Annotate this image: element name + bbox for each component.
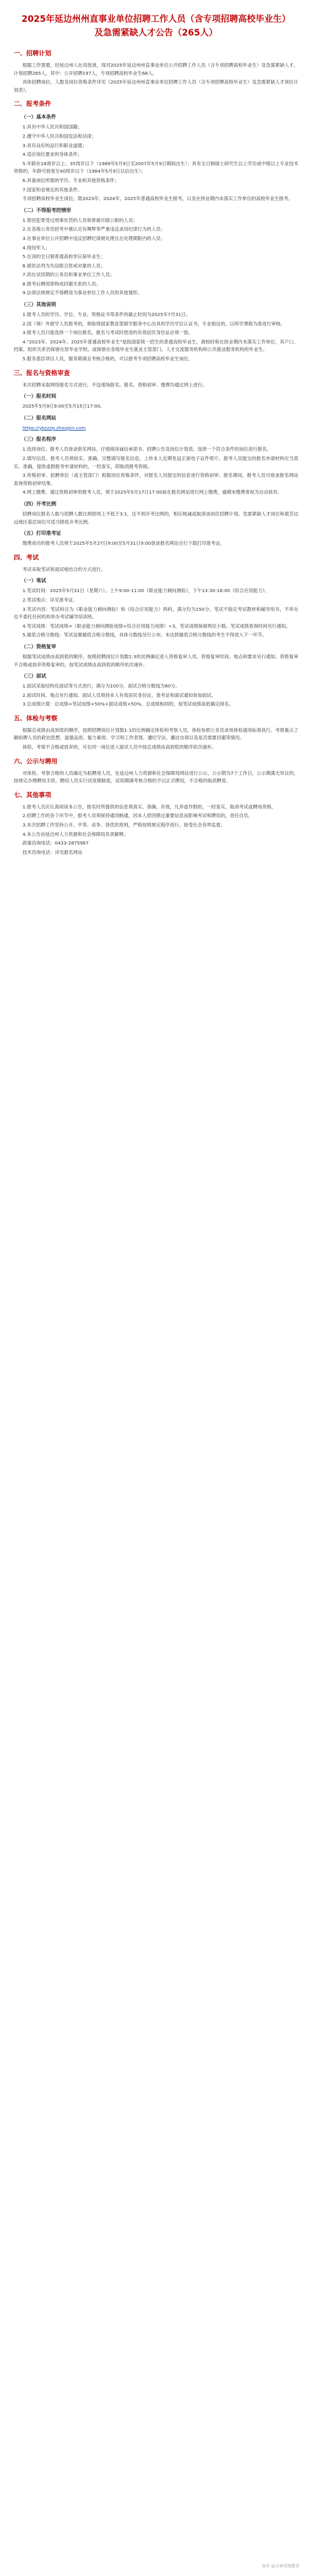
paragraph: 1.面试采取结构化面试等方式进行，满分为100分，面试合格分数线为60分。 [22, 683, 180, 689]
paragraph: 1.报考人员的学历、学位、专业、资格证书等条件的截止时间为2025年7月31日。 [22, 312, 191, 318]
link-paragraph [14, 424, 298, 433]
paragraph: 5.在读的全日制普通高校非应届毕业生； [22, 254, 105, 260]
paragraph: 1.报考人员应认真阅读本公告，报名时所提供的信息须真实、准确、有效，凡弄虚作假的，一经查实，取消考试或聘用资格。 [22, 803, 276, 810]
page-title: 2025年延边州州直事业单位招聘工作人员（含专项招聘高校毕业生）及急需紧缺人才公告（265人） [21, 14, 291, 38]
paragraph: 3.具有良好的品行和职业道德； [22, 142, 87, 148]
paragraph: 2.遵守中华人民共和国宪法和法律； [22, 133, 96, 139]
section-heading: 四、考试 [14, 554, 39, 562]
paragraph: 2.国（境）外留学人员报考的，须取得国家教育部留学服务中心出具的学历学位认证书，专业相近的，以所学课程为准进行审核。 [22, 320, 285, 327]
announcement-body [14, 49, 298, 856]
paragraph: 6.被依法列为失信联合惩戒对象的人员； [22, 262, 105, 269]
paragraph: 政策咨询电话：0433-2875967 [22, 840, 89, 846]
paragraph: 6.具备岗位所需的学历、专业和其他资格条件； [22, 177, 119, 183]
paragraph: 3.总成绩计算：总成绩=笔试成绩×50%+面试成绩×50%。总成绩相同的，按笔试成绩高低确定排名。 [22, 701, 234, 707]
section-heading: 一、招聘计划 [14, 50, 51, 57]
subsection-heading: （一）报名时间 [21, 393, 56, 400]
paragraph: 3.在事业单位公开招聘中违反招聘纪律被处理且在处理期限内的人员； [22, 235, 165, 241]
paragraph: 2.面试时间、地点另行通知。面试人员须持本人有效居民身份证、准考证和面试通知参加面试。 [22, 692, 217, 698]
paragraph: 8.报考后聘用即构成回避关系的人员； [22, 280, 101, 287]
paragraph: 1.曾因犯罪受过刑事处罚的人员和曾被开除公职的人员； [22, 217, 138, 223]
paragraph: 2.招聘工作的各个环节中，报考人员须保持通讯畅通，因本人原因错过重要信息而影响考试和聘用的，责任自负。 [22, 813, 253, 819]
subsection-heading: （一）笔试 [21, 578, 46, 584]
subsection-heading: （三）报名程序 [21, 436, 56, 443]
paragraph: 1.选择岗位。报考人员登录报名网站，仔细阅读诚信承诺书、招聘公告及岗位计划表，选择一个符合条件的岗位进行报名。 [22, 446, 271, 452]
subsection-heading: （二）资格复审 [21, 643, 56, 649]
paragraph: 1.笔试时间：2025年5月31日（星期六）。上午9:00-11:00《职业能力倾向测验》，下午13:30-16:00《综合应用能力》。 [22, 588, 270, 594]
paragraph: 7.国家和省规定的其他条件。 [22, 186, 82, 193]
paragraph: 4.本公告由延边州人力资源和社会保障局负责解释。 [22, 831, 129, 837]
paragraph: 根据工作需要，经延边州人社局批准，现对2025年延边州州直事业单位公开招聘工作人员（含专项招聘高校毕业生）及急需紧缺人才，计划招聘265人，其中：公开招聘197人，专项招聘高校毕业生68人。 [14, 62, 298, 76]
paragraph: 2.在各级公务员招考中被认定有舞弊等严重违反录用纪律行为的人员； [22, 226, 165, 232]
paragraph: 招聘岗位报名人数与招聘人数比例原则上不低于3:1，达不到开考比例的，相应核减或取消该岗位招聘计划。急需紧缺人才岗位和艰苦边远地区基层岗位可适当降低开考比例。 [14, 510, 298, 525]
paragraph: 4.适应岗位要求的身体条件； [22, 151, 82, 158]
paragraph: 根据笔试成绩由高到低的顺序，按照招聘岗位计划数1:3的比例确定进入资格复审人员。资格复审时间、地点和要求另行通知。资格复审不合格或放弃资格复审的，按笔试成绩由高到低的顺序依次递补。 [14, 653, 298, 668]
paragraph: 1.具有中华人民共和国国籍； [22, 124, 82, 130]
paragraph: 5.年龄在18周岁以上、35周岁以下（1989年5月9日至2007年5月9日期间出生）；具有全日制硕士研究生以上学历或中级以上专业技术资格的，年龄可放宽至40周岁以下（1984年5月9日以后出生）； [14, 160, 298, 175]
paragraph: 3.笔试内容：笔试科目为《职业能力倾向测验》和《综合应用能力》两科，满分均为150分。笔试不指定考试教材和辅导用书，不举办也不委托任何机构举办考试辅导培训班。 [14, 606, 298, 620]
section-heading: 六、公示与聘用 [14, 758, 57, 765]
section-heading: 五、体检与考察 [14, 715, 57, 722]
paragraph: 7.尚在试用期的公务员和事业单位工作人员； [22, 272, 115, 278]
paragraph: 9.法律法规规定不得聘用为事业单位工作人员的其他情形。 [22, 290, 142, 296]
paragraph: 4.网上缴费。通过资格初审的报考人员，须于2025年5月17日17:00前在报名网站进行网上缴费，逾期未缴费者视为自动放弃。 [22, 489, 283, 496]
subsection-heading: （二）不得报考的情形 [21, 207, 71, 213]
subsection-heading: （五）打印准考证 [21, 530, 61, 537]
paragraph: 2025年5月9日9:00至5月15日17:00。 [22, 403, 105, 409]
subsection-heading: （三）面试 [21, 673, 46, 679]
paragraph: 根据总成绩由高到低的顺序，按照招聘岗位计划数1:1的比例确定体检和考察人员。体检参照公务员录用体检通用标准执行。考察重点了解拟聘人员的政治思想、道德品质、能力素质、学习和工作表现、遵纪守法、廉洁自律以及是否需要回避等情况。 [14, 727, 298, 741]
paragraph: 3.本次招聘工作坚持公开、平等、竞争、择优的原则，严格按照规定程序进行，接受社会各界监督。 [22, 822, 225, 828]
paragraph: 对体检、考察合格的人员确定为拟聘用人员，在延边州人力资源和社会保障局网站进行公示，公示期为7个工作日。公示期满无异议的，按规定办理聘用手续。聘用人员实行试用期制度，试用期满考核合格的予以正式聘用，不合格的取消聘用。 [14, 770, 298, 784]
paragraph: 3.报考人员只能选择一个岗位报名，报名与考试时使用的有效居民身份证必须一致。 [22, 330, 193, 336]
section-heading: 三、报名与资格审查 [14, 370, 70, 377]
paragraph: 专项招聘高校毕业生岗位，限2023年、2024年、2025年普通高校毕业生报考，以及在择业期内未落实工作单位的高校毕业生报考。 [22, 196, 293, 202]
section-heading: 二、报考条件 [14, 101, 51, 108]
paragraph: 4.笔试成绩：笔试成绩=（职业能力倾向测验成绩+综合应用能力成绩）÷3，笔试成绩保留两位小数。笔试成绩查询时间另行通知。 [22, 623, 291, 629]
paragraph: 3.资格初审。招聘单位（或主管部门）根据岗位资格条件，对报名人员提交的信息进行资格初审。报名期间，报考人员可登录报名网站查询资格初审结果。 [14, 472, 298, 486]
paragraph: 5.服务基层项目人员，服务期满且考核合格的，可以报考专项招聘高校毕业生岗位。 [22, 356, 193, 362]
paragraph: 4.现役军人； [22, 244, 51, 251]
paragraph: 体检、考察不合格或放弃的，可在同一岗位进入面试人员中按总成绩由高到低的顺序依次递补。 [22, 744, 217, 750]
paragraph: 本次招聘采取网络报名方式进行，不设现场报名。报名、资格初审、缴费均通过网上进行。 [22, 381, 207, 388]
subsection-heading: （三）其他说明 [21, 302, 56, 308]
paragraph: 缴费成功的报考人员须于2025年5月27日9:00至5月31日9:00登录报名网站自行下载打印准考证。 [22, 540, 225, 547]
paragraph: 5.最低合格分数线：笔试设置最低合格分数线，具体分数线另行公布。未达到最低合格分数线的考生不得进入下一环节。 [22, 632, 267, 638]
paragraph: 4."2023年、2024年、2025年普通高校毕业生"是指国家统一招生的普通高校毕业生，离校时和在择业期内未落实工作单位，其户口、档案、组织关系仍保留在原毕业学校，或保留在各级毕业生就业主管部门、人才交流服务机构和公共就业服务机构的毕业生。 [14, 338, 298, 353]
subsection-heading: （四）开考比例 [21, 500, 56, 507]
paragraph: 2.笔试地点：详见准考证。 [22, 596, 78, 603]
registration-website-link[interactable]: https://ybzzzp.zhaopin.com [22, 424, 86, 431]
footer-watermark: 知乎 @吉林华图教育 [261, 2564, 300, 2569]
section-heading: 七、其他事项 [14, 792, 51, 799]
paragraph: 具体招聘岗位、人数及岗位资格条件详见《2025年延边州州直事业单位招聘工作人员（含专项招聘高校毕业生）及急需紧缺人才岗位计划表》。 [14, 79, 298, 93]
paragraph: 技术咨询电话：详见报名网站 [22, 849, 83, 855]
subsection-heading: （一）基本条件 [21, 114, 56, 120]
paragraph: 考试采取笔试和面试相结合的方式进行。 [22, 566, 106, 572]
subsection-heading: （二）报名网站 [21, 414, 56, 421]
paragraph: 2.填写信息。报考人员须如实、准确、完整填写报名信息，上传本人近期免冠正面电子证件照片。报考人员提交的报名申请材料应当真实、准确，提供虚假报考申请材料的，一经查实，即取消报考资格。 [14, 456, 298, 469]
